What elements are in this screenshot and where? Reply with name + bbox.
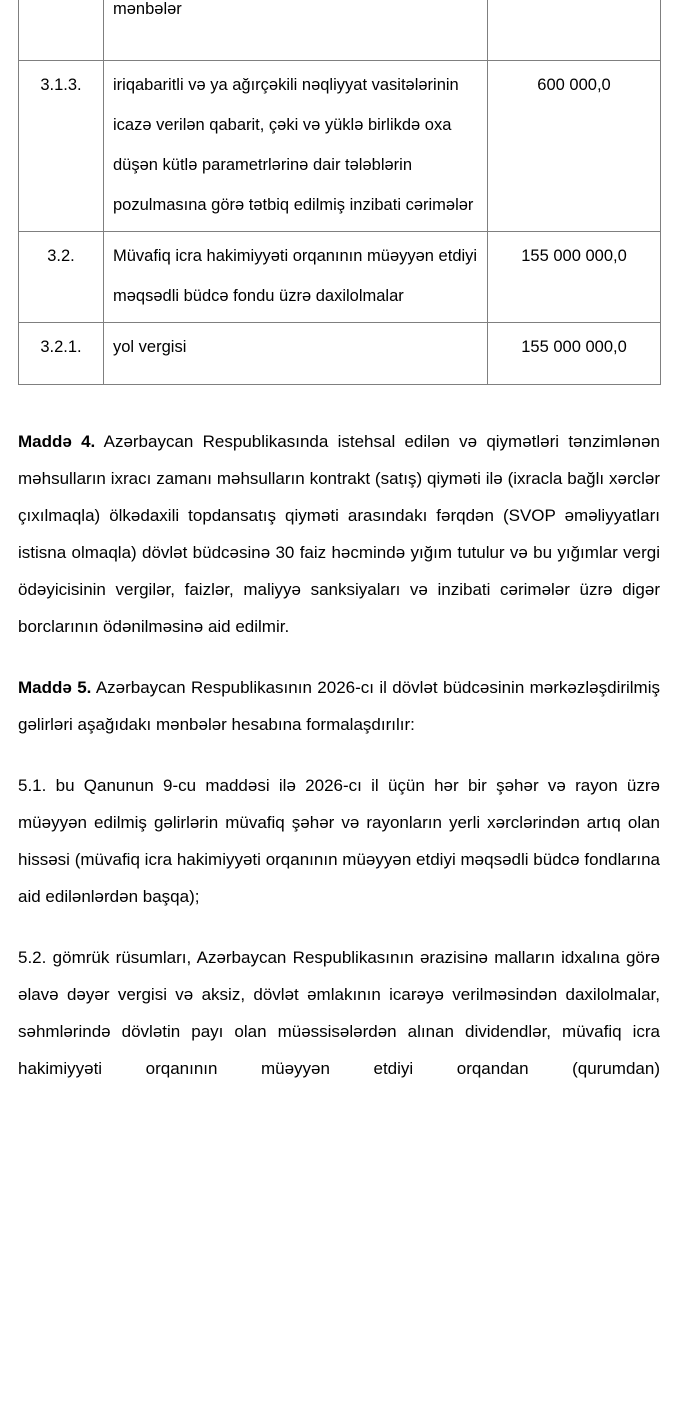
paragraph-text: Azərbaycan Respublikasının 2026-cı il dövlət büdcəsinin mərkəzləşdirilmiş gəlirləri aşağıdakı mənbələr hesabına formalaşdırılır: <box>18 678 660 734</box>
row-number-cell: 3.2. <box>19 232 104 323</box>
budget-table <box>18 0 661 385</box>
table-row <box>19 61 661 232</box>
document-body <box>18 423 660 1087</box>
table-row <box>19 232 661 323</box>
paragraph-5-2 <box>18 939 660 1087</box>
row-amount-cell: 600 000,0 <box>488 61 661 232</box>
row-number-cell: 3.1.3. <box>19 61 104 232</box>
row-description-cell: mənbələr <box>104 0 488 61</box>
paragraph-text: Azərbaycan Respublikasında istehsal edilən və qiymətləri tənzimlənən məhsulların ixracı zamanı məhsulların kontrakt (satış) qiyməti ilə (ixracla bağlı xərclər çıxılmaqla) ölkədaxili topdansatış qiyməti arasındakı fərqdən (SVOP əməliyyatları istisna olmaqla) dövlət büdcəsinə 30 faiz həcmində yığım tutulur və bu yığımlar vergi ödəyicisinin vergilər, faizlər, maliyyə sanksiyaları və inzibati cərimələr üzrə digər borclarının ödənilməsinə aid edilmir. <box>18 432 660 636</box>
article-label: Maddə 5. <box>18 678 92 697</box>
paragraph-text: 5.1. bu Qanunun 9-cu maddəsi ilə 2026-cı il üçün hər bir şəhər və rayon üzrə müəyyən edilmiş gəlirlərin müvafiq şəhər və rayonların yerli xərclərindən artıq olan hissəsi (müvafiq icra hakimiyyəti orqanının müəyyən etdiyi məqsədli büdcə fondlarına aid edilənlərdən başqa); <box>18 776 660 906</box>
row-amount-cell: 155 000 000,0 <box>488 323 661 385</box>
article-label: Maddə 4. <box>18 432 96 451</box>
table-row-partial <box>19 0 661 61</box>
paragraph-text: 5.2. gömrük rüsumları, Azərbaycan Respublikasının ərazisinə malların idxalına görə əlavə dəyər vergisi və aksiz, dövlət əmlakının icarəyə verilməsindən daxilolmalar, səhmlərində dövlətin payı olan müəssisələrdən alınan dividendlər, müvafiq icra hakimiyyəti orqanının müəyyən etdiyi orqandan (qurumdan) <box>18 948 660 1078</box>
row-amount-cell <box>488 0 661 61</box>
row-number-cell <box>19 0 104 61</box>
row-amount-cell: 155 000 000,0 <box>488 232 661 323</box>
paragraph-madde-5 <box>18 669 660 743</box>
paragraph-madde-4 <box>18 423 660 645</box>
row-description-cell: yol vergisi <box>104 323 488 385</box>
row-number-cell: 3.2.1. <box>19 323 104 385</box>
table-row <box>19 323 661 385</box>
row-description-cell: iriqabaritli və ya ağırçəkili nəqliyyat vasitələrinin icazə verilən qabarit, çəki və yüklə birlikdə oxa düşən kütlə parametrlərinə dair tələblərin pozulmasına görə tətbiq edilmiş inzibati cərimələr <box>104 61 488 232</box>
row-description-cell: Müvafiq icra hakimiyyəti orqanının müəyyən etdiyi məqsədli büdcə fondu üzrə daxilolmalar <box>104 232 488 323</box>
paragraph-5-1 <box>18 767 660 915</box>
